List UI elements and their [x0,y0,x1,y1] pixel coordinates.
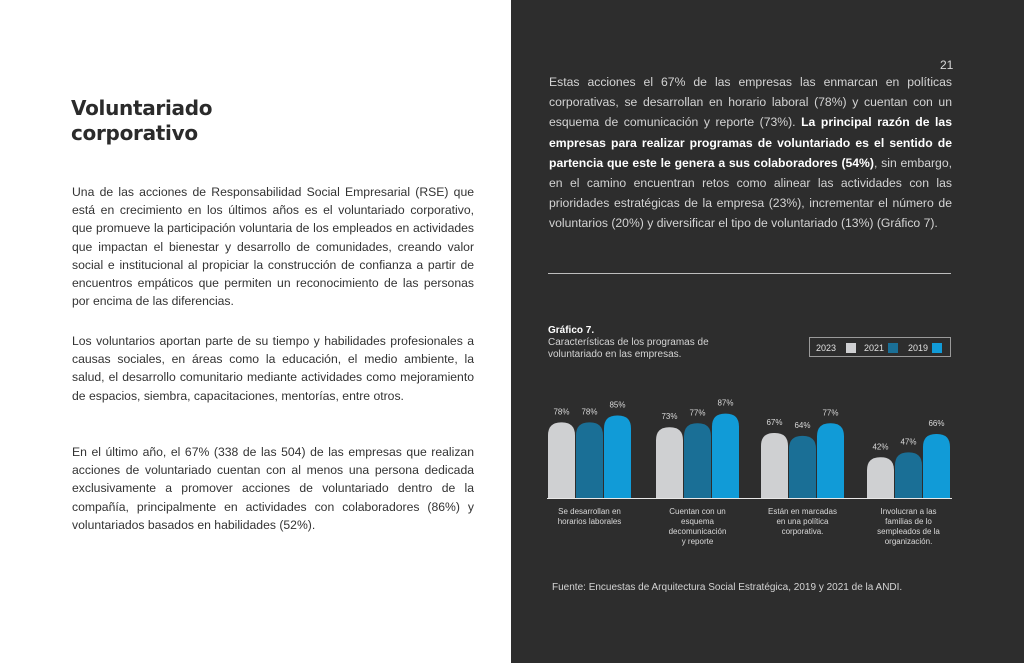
section-title [71,96,212,146]
data-label-2019-cat3: 77% [822,408,839,418]
right-text-part2: , sin embargo, en el camino encuentran retos como alinear las actividades con las prioridades estratégicas de la empresa (23%), incrementar el número de voluntarios (20%) y diversificar el tipo de voluntariado (13%) (Gráfico 7). [549,155,952,231]
page-number: 21 [940,58,954,72]
section-title-line2: corporativo [71,121,198,145]
data-label-2019-cat2: 87% [717,398,734,408]
right-paragraph [549,72,952,234]
intro-paragraph: Una de las acciones de Responsabilidad Social Empresarial (RSE) que está en crecimiento en los últimos años es el voluntariado corporativo, que promueve la participación voluntaria de los empleados en actividades que impactan el bienestar y desarrollo de comunidades, creando valor social e institucional al propiciar la construcción de confianza a partir de encuentros empáticos que permiten un reconocimiento de las personas por encima de las diferencias. [72,185,474,309]
data-label-2019-cat4: 66% [928,418,945,428]
category-label-3: Están en marcadas en una política corporativa. [768,507,837,536]
data-label-2021-cat2: 77% [689,408,706,418]
right-text-part1: Estas acciones el 67% de las empresas las enmarcan en políticas corporativas, se desarrollan en horario laboral (78%) y cuentan con un esquema de comunicación y reporte (73%). [549,75,952,130]
legend-label-2021: 2021 [864,343,885,353]
category-label-4: Involucran a las familias de lo sempleados de la organización. [877,507,940,546]
source-note: Fuente: Encuestas de Arquitectura Social Estratégica, 2019 y 2021 de la ANDI. [552,582,903,593]
left-page [0,0,511,663]
data-label-2023-cat2: 73% [661,412,678,422]
section-title-line1: Voluntariado [71,96,213,120]
legend-label-2019: 2019 [908,343,929,353]
data-label-2019-cat1: 85% [609,400,626,410]
data-label-2023-cat4: 42% [872,442,889,452]
chart-legend [809,337,951,357]
chart-title: Gráfico 7. [548,325,595,336]
data-label-2023-cat3: 67% [766,418,783,428]
right-text-bold: La principal razón de las empresas para realizar programas de voluntariado es el sentido de partencia que este le genera a sus colaboradores (54%) [549,115,952,170]
legend-swatch-2023 [846,343,856,353]
category-label-1: Se desarrollan en horarios laborales [557,507,622,526]
chart-subtitle: Características de los programas de voluntariado en las empresas. [548,337,709,360]
data-label-2021-cat3: 64% [794,420,811,430]
data-label-2021-cat4: 47% [900,437,917,447]
data-label-2021-cat1: 78% [581,407,598,417]
divider-line [548,273,951,274]
legend-label-2023: 2023 [816,343,837,353]
legend-swatch-2021 [888,343,898,353]
last-year-paragraph: En el último año, el 67% (338 de las 504) de las empresas que realizan acciones de voluntariado cuentan con al menos una persona dedicada exclusivamente a promover acciones de voluntariado dentro de la compañía, principalmente en actividades con colaboradores (86%) y voluntariados basados en habilidades (52%). [72,445,474,532]
volunteers-paragraph: Los voluntarios aportan parte de su tiempo y habilidades profesionales a causas sociales, en áreas como la educación, el medio ambiente, la salud, el desarrollo comunitario mediante actividades como mejoramiento de espacios, siembra, capacitaciones, mentorías, entre otros. [72,334,474,403]
data-label-2023-cat1: 78% [553,407,570,417]
category-label-2: Cuentan con un esquema decomunicación y reporte [668,507,727,546]
legend-swatch-2019 [932,343,942,353]
